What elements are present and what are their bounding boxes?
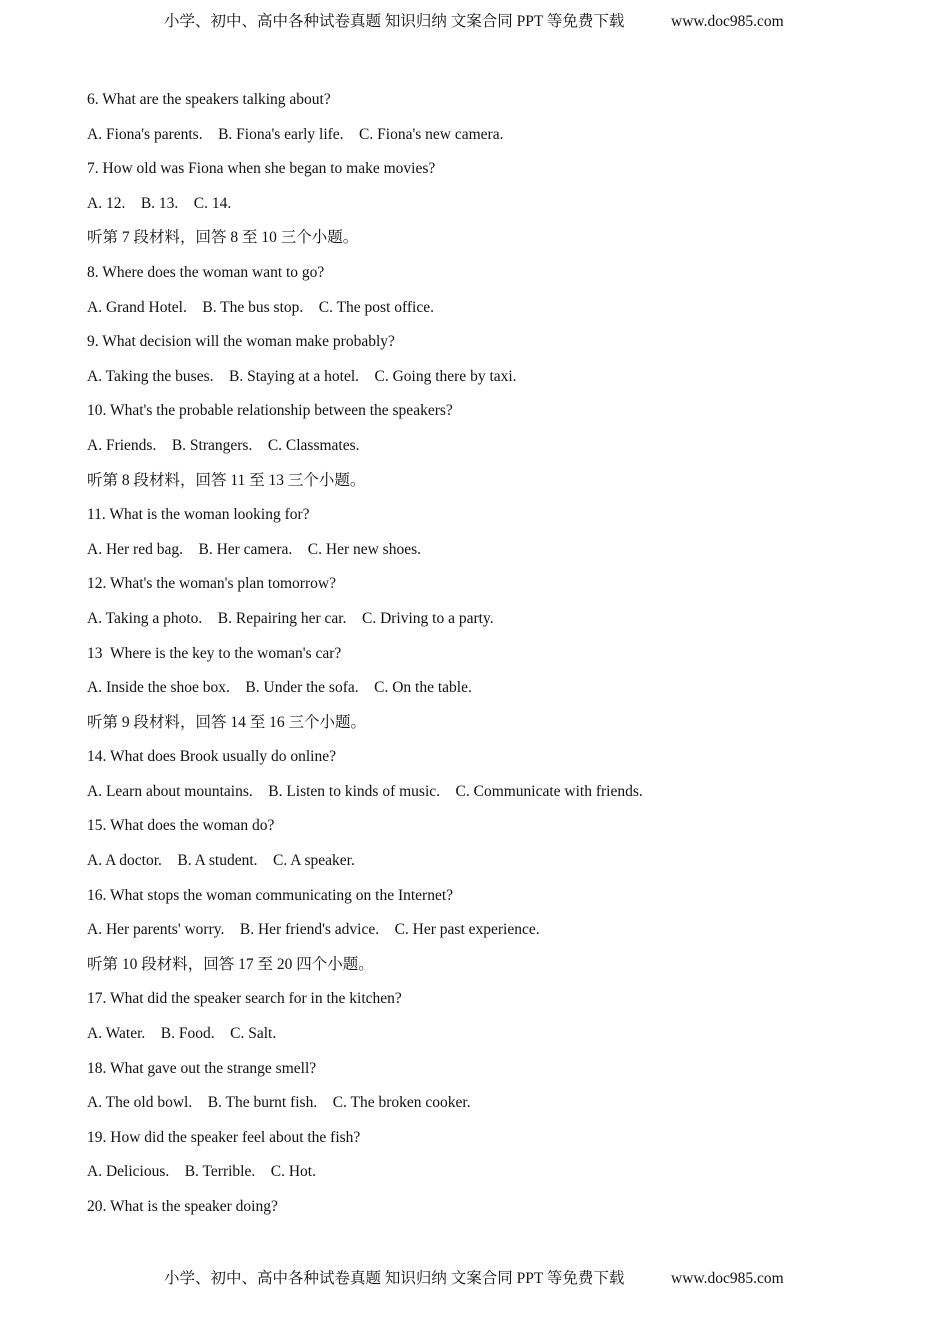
answer-options-line: A. Learn about mountains. B. Listen to kinds of music. C. Communicate with friends. <box>87 782 643 800</box>
question-line: 11. What is the woman looking for? <box>87 506 310 524</box>
answer-options-line: A. Her parents' worry. B. Her friend's advice. C. Her past experience. <box>87 921 540 939</box>
question-line: 18. What gave out the strange smell? <box>87 1059 317 1077</box>
answer-options-line: A. The old bowl. B. The burnt fish. C. The broken cooker. <box>87 1094 471 1112</box>
question-line: 9. What decision will the woman make probably? <box>87 333 395 351</box>
question-line: 14. What does Brook usually do online? <box>87 748 336 766</box>
answer-options-line: A. Her red bag. B. Her camera. C. Her new shoes. <box>87 540 421 558</box>
section-instruction: 听第 9 段材料，回答 14 至 16 三个小题。 <box>87 713 367 731</box>
answer-options-line: A. Fiona's parents. B. Fiona's early life. C. Fiona's new camera. <box>87 125 504 143</box>
answer-options-line: A. Grand Hotel. B. The bus stop. C. The post office. <box>87 298 434 316</box>
footer-url: www.doc985.com <box>671 1270 784 1287</box>
question-line: 20. What is the speaker doing? <box>87 1198 278 1215</box>
answer-options-line: A. Water. B. Food. C. Salt. <box>87 1025 277 1043</box>
question-line: 19. How did the speaker feel about the fish? <box>87 1128 361 1146</box>
question-line: 15. What does the woman do? <box>87 817 275 835</box>
header-url: www.doc985.com <box>671 13 784 30</box>
question-line: 7. How old was Fiona when she began to make movies? <box>87 160 436 178</box>
question-line: 17. What did the speaker search for in the kitchen? <box>87 990 402 1008</box>
answer-options-line: A. Friends. B. Strangers. C. Classmates. <box>87 436 360 454</box>
answer-options-line: A. A doctor. B. A student. C. A speaker. <box>87 852 355 870</box>
answer-options-line: A. Taking a photo. B. Repairing her car. C. Driving to a party. <box>87 609 494 627</box>
section-instruction: 听第 8 段材料，回答 11 至 13 三个小题。 <box>87 471 366 489</box>
header-text: 小学、初中、高中各种试卷真题 知识归纳 文案合同 PPT 等免费下载 <box>164 13 625 30</box>
question-line: 13 Where is the key to the woman's car? <box>87 644 342 662</box>
section-instruction: 听第 7 段材料，回答 8 至 10 三个小题。 <box>87 229 359 247</box>
question-line: 10. What's the probable relationship between the speakers? <box>87 402 453 420</box>
question-line: 16. What stops the woman communicating on the Internet? <box>87 886 454 904</box>
document-body <box>87 88 907 1230</box>
section-instruction: 听第 10 段材料，回答 17 至 20 四个小题。 <box>87 955 374 973</box>
page-footer <box>0 1267 950 1291</box>
answer-options-line: A. Taking the buses. B. Staying at a hotel. C. Going there by taxi. <box>87 367 517 385</box>
question-line: 6. What are the speakers talking about? <box>87 91 331 108</box>
footer-text: 小学、初中、高中各种试卷真题 知识归纳 文案合同 PPT 等免费下载 <box>164 1270 625 1287</box>
answer-options-line: A. Delicious. B. Terrible. C. Hot. <box>87 1163 316 1181</box>
question-line: 12. What's the woman's plan tomorrow? <box>87 575 336 593</box>
question-line: 8. Where does the woman want to go? <box>87 263 325 281</box>
page-header <box>0 10 950 34</box>
answer-options-line: A. Inside the shoe box. B. Under the sofa. C. On the table. <box>87 679 472 697</box>
answer-options-line: A. 12. B. 13. C. 14. <box>87 194 232 212</box>
